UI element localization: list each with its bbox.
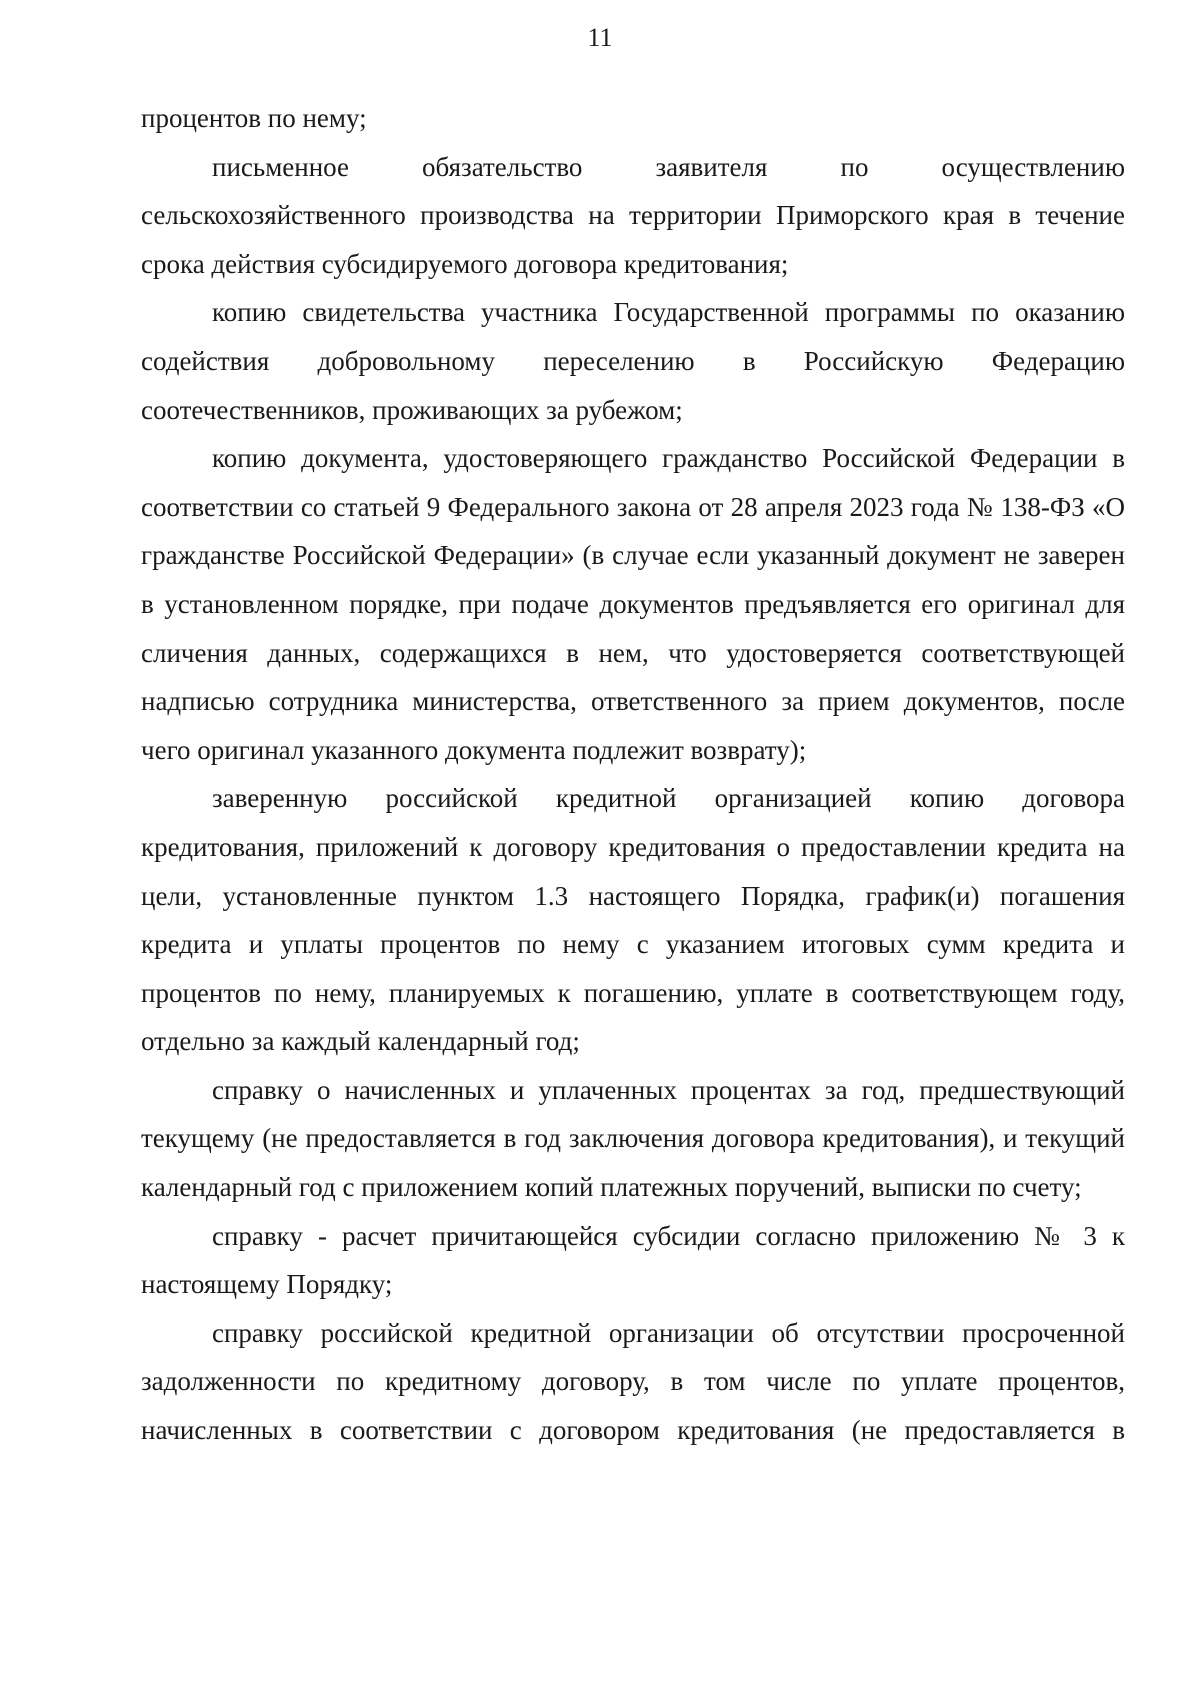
paragraph-no-overdue-debt: справку российской кредитной организации об отсутствии просроченной задолженности по кредитному договору, в том числе по уплате процентов, начисленных в соответствии с договором кредитования (не предоставляется в [141,1317,1125,1446]
paragraph-loan-agreement-copy: заверенную российской кредитной организацией копию договора кредитования, приложений к договору кредитования о предоставлении кредита на цели, установленные пунктом 1.3 настоящего Порядка, график(и) погашения кредита и уплаты процентов по нему с указанием итоговых сумм кредита и процентов по нему, планируемых к погашению, уплате в соответствующем году, отдельно за каждый календарный год; [141,783,1125,1057]
paragraph-certificate-copy: копию свидетельства участника Государственной программы по оказанию содействия добровольному переселению в Российскую Федерацию соотечественников, проживающих за рубежом; [141,297,1125,425]
paragraph-citizenship-document: копию документа, удостоверяющего гражданство Российской Федерации в соответствии со статьей 9 Федерального закона от 28 апреля 2023 года № 138-ФЗ «О гражданстве Российской Федерации» (в случае если указанный документ не заверен в установленном порядке, при подаче документов предъявляется его оригинал для сличения данных, содержащихся в нем, что удостоверяется соответствующей надписью сотрудника министерства, ответственного за прием документов, после чего оригинал указанного документа подлежит возврату); [141,443,1125,765]
page-number: 11 [587,23,613,52]
paragraph-subsidy-calculation: справку - расчет причитающейся субсидии согласно приложению № 3 к настоящему Порядку; [141,1220,1125,1300]
paragraph-commitment: письменное обязательство заявителя по осуществлению сельскохозяйственного производства на территории Приморского края в течение срока действия субсидируемого договора кредитования; [141,151,1125,279]
document-body [141,94,1125,1455]
paragraph-continuation: процентов по нему; [141,103,367,133]
paragraph-interest-statement: справку о начисленных и уплаченных процентах за год, предшествующий текущему (не предоставляется в год заключения договора кредитования), и текущий календарный год с приложением копий платежных поручений, выписки по счету; [141,1074,1125,1203]
